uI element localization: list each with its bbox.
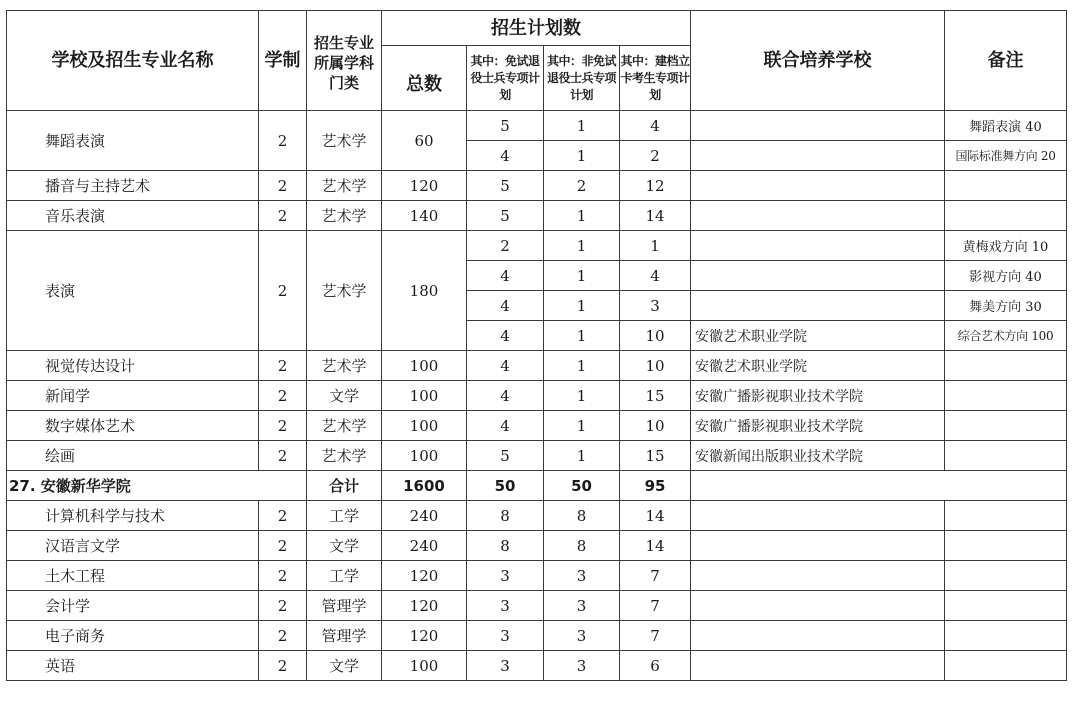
partner-school [691,171,945,201]
note: 国际标准舞方向 20 [945,141,1067,171]
header-name: 学校及招生专业名称 [7,11,259,111]
duration: 2 [259,621,307,651]
major-name: 计算机科学与技术 [7,501,259,531]
partner-school: 安徽广播影视职业技术学院 [691,381,945,411]
school-summary-row [7,471,1067,501]
summary-blank [691,471,1067,501]
partner-school [691,231,945,261]
veteran-exempt: 5 [467,201,544,231]
total: 240 [382,501,467,531]
major-name: 数字媒体艺术 [7,411,259,441]
total: 240 [382,531,467,561]
veteran-exempt: 3 [467,561,544,591]
poverty: 3 [620,291,691,321]
veteran-nonexempt: 1 [544,321,620,351]
category: 管理学 [307,621,382,651]
partner-school [691,501,945,531]
duration: 2 [259,381,307,411]
major-name: 视觉传达设计 [7,351,259,381]
poverty: 7 [620,621,691,651]
category: 艺术学 [307,441,382,471]
duration: 2 [259,591,307,621]
poverty: 15 [620,441,691,471]
poverty: 14 [620,201,691,231]
note [945,381,1067,411]
partner-school [691,261,945,291]
header-partner: 联合培养学校 [691,11,945,111]
major-name: 汉语言文学 [7,531,259,561]
veteran-exempt: 3 [467,591,544,621]
note [945,591,1067,621]
veteran-nonexempt: 1 [544,141,620,171]
category: 文学 [307,531,382,561]
partner-school [691,291,945,321]
table-row [7,531,1067,561]
veteran-exempt: 4 [467,261,544,291]
note [945,411,1067,441]
veteran-exempt: 3 [467,651,544,681]
poverty: 14 [620,501,691,531]
major-name: 会计学 [7,591,259,621]
partner-school [691,591,945,621]
veteran-exempt: 5 [467,441,544,471]
partner-school [691,561,945,591]
poverty: 7 [620,591,691,621]
duration: 2 [259,231,307,351]
table-body [7,111,1067,681]
poverty: 10 [620,411,691,441]
total: 120 [382,591,467,621]
note [945,501,1067,531]
total: 100 [382,411,467,441]
header-veteran-exempt: 其中：免试退役士兵专项计划 [467,46,544,111]
veteran-nonexempt: 8 [544,531,620,561]
total: 140 [382,201,467,231]
veteran-exempt: 3 [467,621,544,651]
header-total: 总数 [382,46,467,111]
note [945,201,1067,231]
veteran-nonexempt: 8 [544,501,620,531]
major-name: 新闻学 [7,381,259,411]
header-poverty: 其中：建档立卡考生专项计划 [620,46,691,111]
poverty: 1 [620,231,691,261]
category: 文学 [307,381,382,411]
duration: 2 [259,561,307,591]
poverty: 10 [620,351,691,381]
duration: 2 [259,651,307,681]
poverty: 10 [620,321,691,351]
note [945,441,1067,471]
veteran-exempt: 5 [467,111,544,141]
table-row [7,621,1067,651]
note: 综合艺术方向 100 [945,321,1067,351]
partner-school [691,531,945,561]
poverty: 7 [620,561,691,591]
total: 120 [382,561,467,591]
note [945,621,1067,651]
partner-school [691,111,945,141]
summary-veteran-nonexempt: 50 [544,471,620,501]
veteran-exempt: 4 [467,291,544,321]
table-row [7,501,1067,531]
veteran-nonexempt: 1 [544,411,620,441]
category: 艺术学 [307,201,382,231]
total: 100 [382,381,467,411]
table-row [7,651,1067,681]
poverty: 14 [620,531,691,561]
major-name: 音乐表演 [7,201,259,231]
veteran-exempt: 2 [467,231,544,261]
duration: 2 [259,531,307,561]
total: 100 [382,651,467,681]
table-row [7,561,1067,591]
total: 60 [382,111,467,171]
note: 影视方向 40 [945,261,1067,291]
veteran-exempt: 4 [467,351,544,381]
duration: 2 [259,441,307,471]
category: 工学 [307,561,382,591]
veteran-nonexempt: 1 [544,291,620,321]
header-duration: 学制 [259,11,307,111]
major-name: 舞蹈表演 [7,111,259,171]
major-name: 英语 [7,651,259,681]
summary-label: 合计 [307,471,382,501]
category: 工学 [307,501,382,531]
veteran-nonexempt: 1 [544,201,620,231]
table-row [7,441,1067,471]
category: 艺术学 [307,231,382,351]
school-name: 27. 安徽新华学院 [7,471,307,501]
veteran-nonexempt: 1 [544,261,620,291]
note: 黄梅戏方向 10 [945,231,1067,261]
partner-school [691,651,945,681]
veteran-nonexempt: 3 [544,651,620,681]
category: 艺术学 [307,171,382,201]
duration: 2 [259,171,307,201]
note [945,651,1067,681]
veteran-nonexempt: 1 [544,111,620,141]
duration: 2 [259,501,307,531]
veteran-nonexempt: 1 [544,441,620,471]
table-row [7,351,1067,381]
header-veteran-nonexempt: 其中：非免试退役士兵专项计划 [544,46,620,111]
table-row [7,381,1067,411]
poverty: 4 [620,111,691,141]
note [945,351,1067,381]
major-name: 表演 [7,231,259,351]
veteran-nonexempt: 1 [544,351,620,381]
total: 180 [382,231,467,351]
veteran-exempt: 4 [467,411,544,441]
header-category: 招生专业所属学科门类 [307,11,382,111]
table-row [7,171,1067,201]
category: 艺术学 [307,111,382,171]
poverty: 6 [620,651,691,681]
partner-school: 安徽艺术职业学院 [691,351,945,381]
enrollment-plan-table-container [6,10,1067,681]
duration: 2 [259,351,307,381]
veteran-exempt: 8 [467,531,544,561]
partner-school [691,141,945,171]
note: 舞蹈表演 40 [945,111,1067,141]
major-name: 土木工程 [7,561,259,591]
summary-total: 1600 [382,471,467,501]
partner-school [691,201,945,231]
veteran-exempt: 4 [467,141,544,171]
veteran-nonexempt: 3 [544,621,620,651]
note [945,171,1067,201]
veteran-exempt: 4 [467,381,544,411]
table-row [7,231,1067,261]
veteran-exempt: 4 [467,321,544,351]
table-row [7,411,1067,441]
poverty: 4 [620,261,691,291]
note [945,561,1067,591]
total: 120 [382,621,467,651]
table-row [7,111,1067,141]
partner-school: 安徽艺术职业学院 [691,321,945,351]
header-note: 备注 [945,11,1067,111]
poverty: 2 [620,141,691,171]
poverty: 15 [620,381,691,411]
veteran-nonexempt: 2 [544,171,620,201]
major-name: 电子商务 [7,621,259,651]
summary-veteran-exempt: 50 [467,471,544,501]
duration: 2 [259,201,307,231]
category: 艺术学 [307,411,382,441]
veteran-exempt: 5 [467,171,544,201]
category: 管理学 [307,591,382,621]
note [945,531,1067,561]
total: 100 [382,351,467,381]
summary-poverty: 95 [620,471,691,501]
total: 120 [382,171,467,201]
note: 舞美方向 30 [945,291,1067,321]
category: 艺术学 [307,351,382,381]
enrollment-plan-table [6,10,1067,681]
poverty: 12 [620,171,691,201]
duration: 2 [259,111,307,171]
veteran-nonexempt: 1 [544,231,620,261]
partner-school [691,621,945,651]
partner-school: 安徽新闻出版职业技术学院 [691,441,945,471]
category: 文学 [307,651,382,681]
table-row [7,591,1067,621]
veteran-nonexempt: 3 [544,591,620,621]
veteran-exempt: 8 [467,501,544,531]
header-plan-group: 招生计划数 [382,11,691,46]
major-name: 绘画 [7,441,259,471]
duration: 2 [259,411,307,441]
veteran-nonexempt: 1 [544,381,620,411]
table-row [7,201,1067,231]
total: 100 [382,441,467,471]
partner-school: 安徽广播影视职业技术学院 [691,411,945,441]
veteran-nonexempt: 3 [544,561,620,591]
major-name: 播音与主持艺术 [7,171,259,201]
table-header [7,11,1067,111]
